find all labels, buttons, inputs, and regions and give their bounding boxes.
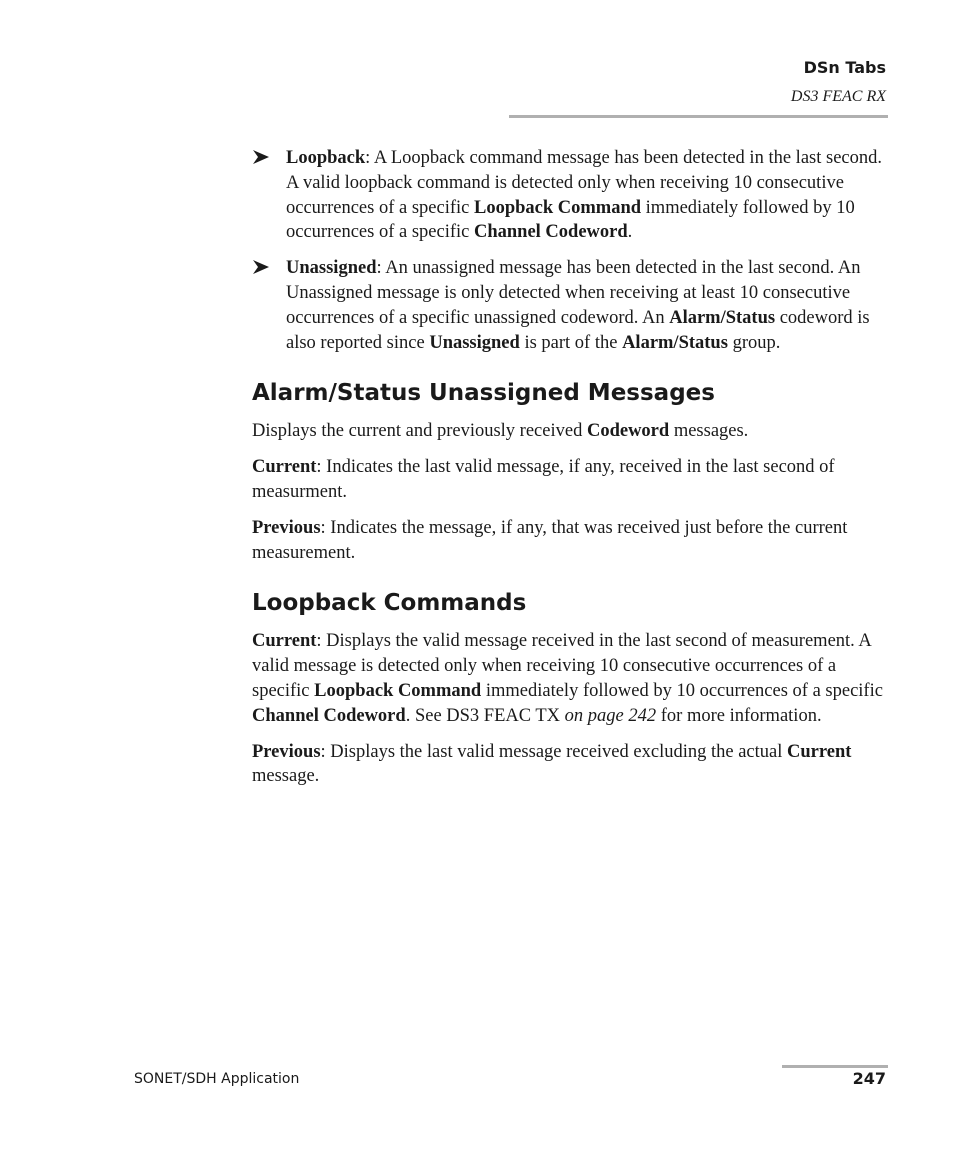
paragraph-loopback-current: Current: Displays the valid message received in the last second of measurement. A valid message is detected only when receiving 10 consecutive occurrences of a specific Loopback Command immediately followed by 10 occurrences of a specific Channel Codeword. See DS3 FEAC TX on page 242 for more information.: [252, 631, 883, 726]
term-loopback: Loopback: [286, 148, 366, 168]
paragraph-loopback-previous: Previous: Displays the last valid message received excluding the actual Current message.: [252, 741, 852, 787]
heading-alarm-status-unassigned-messages: Alarm/Status Unassigned Messages: [252, 380, 715, 407]
running-header-subsection: DS3 FEAC RX: [790, 88, 886, 105]
bullet-unassigned: Unassigned: An unassigned message has been detected in the last second. An Unassigned message is only detected when receiving at least 10 consecutive occurrences of a specific unassigned codeword. An Alarm/Status codeword is also reported since Unassigned is part of the Alarm/Status group.: [252, 256, 888, 355]
bullet-arrow-icon: [252, 148, 270, 166]
header-rule: [509, 115, 888, 118]
paragraph-codeword-description: Displays the current and previously received Codeword messages.: [252, 421, 749, 442]
heading-loopback-commands: Loopback Commands: [252, 590, 527, 617]
bullet-arrow-icon: [252, 258, 270, 276]
paragraph-previous-definition: Previous: Indicates the message, if any, that was received just before the current measurement.: [252, 517, 848, 563]
page-reference-link[interactable]: on page 242: [564, 705, 657, 726]
running-header-section: DSn Tabs: [803, 58, 886, 77]
paragraph-current-definition: Current: Indicates the last valid message, if any, received in the last second of measurment.: [252, 457, 835, 502]
footer-product-name: SONET/SDH Application: [134, 1071, 300, 1087]
term-unassigned: Unassigned: [286, 258, 377, 279]
footer-rule: [782, 1065, 888, 1068]
bullet-loopback: Loopback: A Loopback command message has been detected in the last second. A valid loopback command is detected only when receiving 10 consecutive occurrences of a specific Loopback Command immediately followed by 10 occurrences of a specific Channel Codeword.: [252, 146, 888, 245]
page-body: [252, 146, 888, 800]
page-number: 247: [852, 1069, 886, 1088]
